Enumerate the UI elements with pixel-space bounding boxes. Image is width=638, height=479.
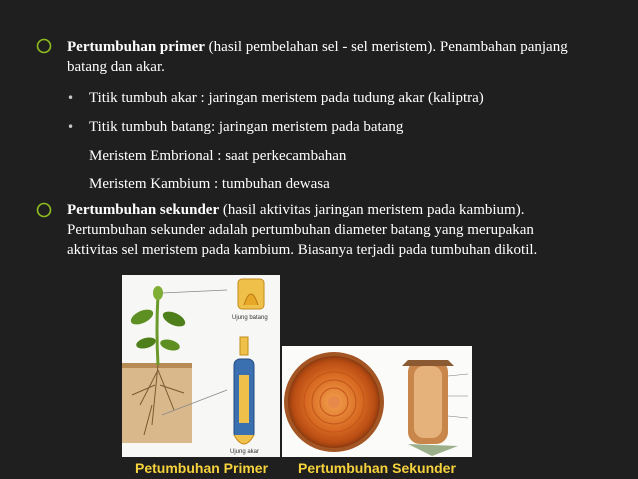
meristem-embrional-line: Meristem Embrional : saat perkecambahan [89, 148, 347, 164]
secondary-growth-image [282, 346, 472, 457]
label-ujung-batang: Ujung batang [232, 315, 268, 321]
sekunder-body: Pertumbuhan sekunder adalah pertumbuhan diameter batang yang merupakan aktivitas sel meristem pada kambium. Biasanya terjadi pada tumbuhan dikotil. [67, 222, 538, 258]
primary-growth-image [122, 275, 280, 457]
sekunder-term: Pertumbuhan sekunder [67, 202, 220, 218]
circle-bullet-icon [36, 38, 52, 54]
caption-primer: Petumbuhan Primer [135, 460, 269, 476]
sekunder-paragraph [67, 200, 572, 260]
sekunder-text: (hasil aktivitas jaringan meristem pada kambium). [219, 202, 525, 218]
plant-illustration [122, 275, 280, 457]
sub-item-akar [67, 88, 484, 108]
label-ujung-akar: Ujung akar [230, 449, 260, 455]
dot-bullet-icon: • [67, 91, 75, 105]
tree-rings-illustration [282, 346, 472, 457]
primer-text: (hasil pembelahan sel - sel meristem). Penambahan panjang batang dan akar. [67, 39, 568, 75]
sub-item-akar-text: Titik tumbuh akar : jaringan meristem pada tudung akar (kaliptra) [89, 90, 484, 106]
caption-sekunder: Pertumbuhan Sekunder [298, 460, 456, 476]
circle-bullet-icon [36, 202, 52, 218]
sub-item-batang-text: Titik tumbuh batang: jaringan meristem pada batang [89, 119, 404, 135]
dot-bullet-icon: • [67, 120, 75, 134]
meristem-kambium-line: Meristem Kambium : tumbuhan dewasa [89, 176, 330, 192]
sub-item-batang [67, 117, 403, 137]
primer-term: Pertumbuhan primer [67, 39, 205, 55]
primer-paragraph [67, 37, 607, 77]
